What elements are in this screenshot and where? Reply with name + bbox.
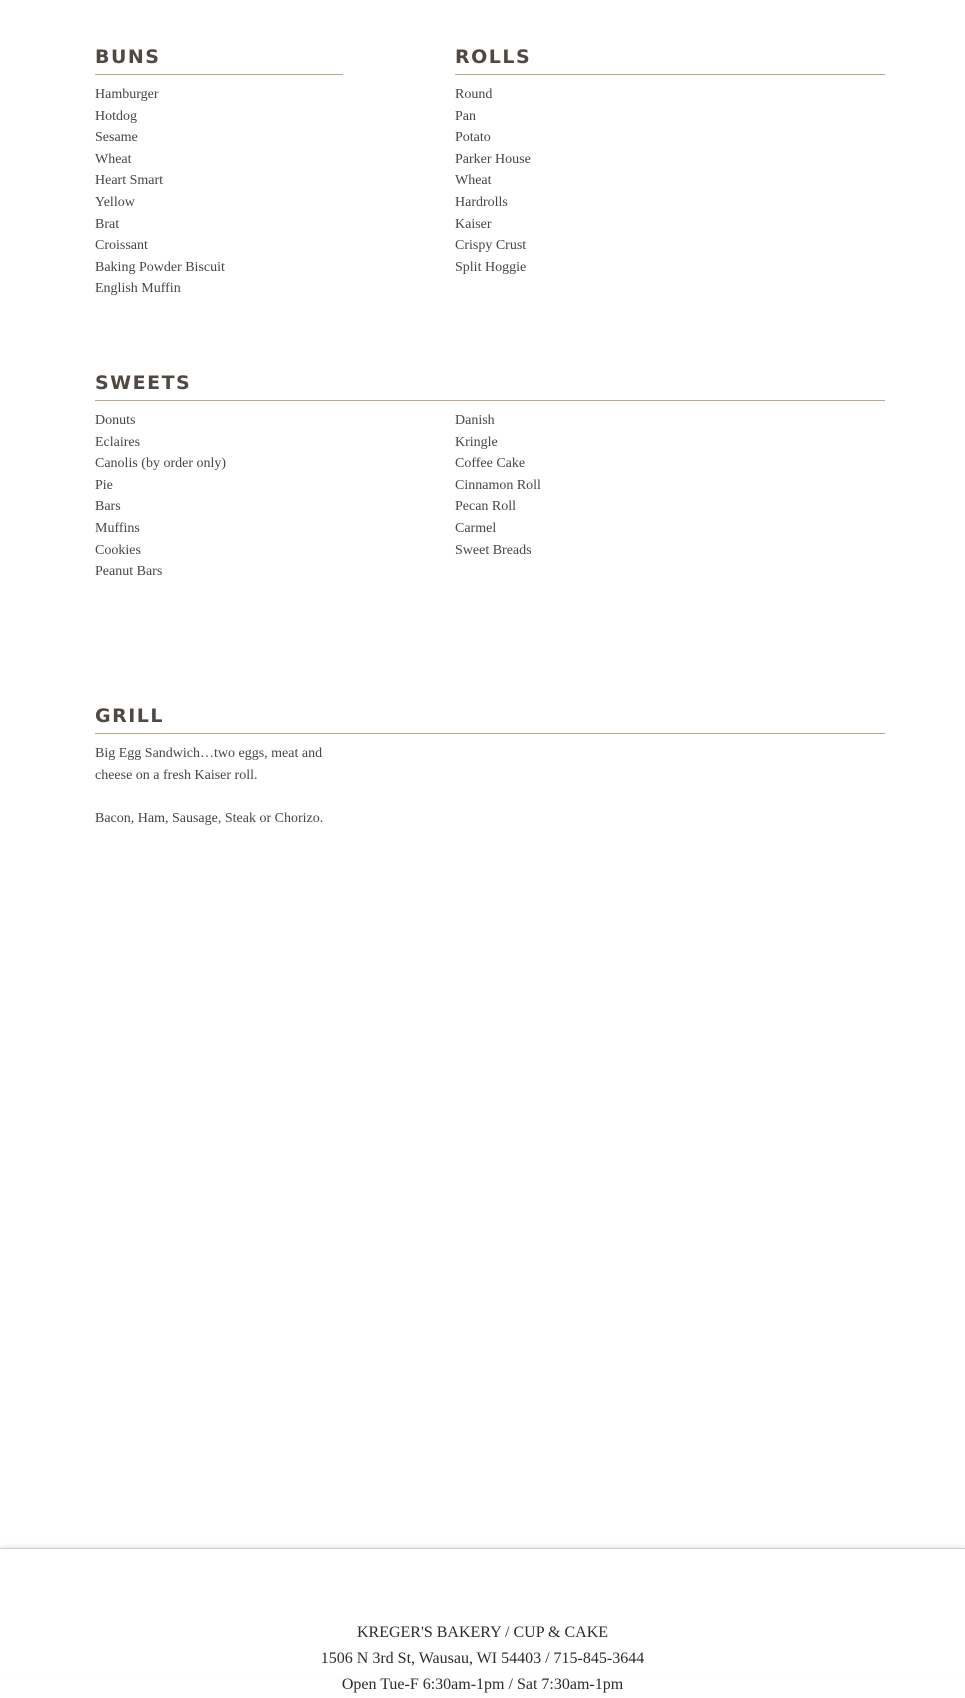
grill-options: Bacon, Ham, Sausage, Steak or Chorizo. [95,810,324,826]
sweet-item: Bars [95,499,121,515]
bun-item: English Muffin [95,281,181,297]
bun-item: Hotdog [95,108,137,124]
buns-list [95,84,343,300]
sweet-item: Pie [95,477,113,493]
rolls-list [455,84,885,278]
grill-description-line-1: Big Egg Sandwich…two eggs, meat and [95,746,323,761]
bun-item: Heart Smart [95,173,164,189]
sweet-item: Danish [455,413,495,428]
bun-item: Wheat [95,151,132,167]
roll-item: Split Hoggie [455,259,527,275]
sweet-item: Muffins [95,520,140,536]
roll-item: Parker House [455,151,531,167]
grill-spacer [95,786,885,808]
footer-business-name: KREGER'S BAKERY / CUP & CAKE [356,1624,609,1641]
sweets-right-list [455,410,541,561]
roll-item: Round [455,87,493,102]
bun-item: Croissant [95,238,148,254]
sweets-heading: SWEETS [95,372,885,401]
grill-description-line-2: cheese on a fresh Kaiser roll. [95,767,258,783]
sweet-item: Donuts [95,413,136,428]
rolls-section [455,46,885,278]
sweet-item: Pecan Roll [455,499,517,515]
roll-item: Crispy Crust [455,238,527,254]
footer-hours: Open Tue-F 6:30am-1pm / Sat 7:30am-1pm [341,1676,624,1693]
roll-item: Potato [455,130,491,146]
grill-description [95,743,885,829]
bun-item: Yellow [95,194,135,210]
roll-item: Wheat [455,173,492,189]
sweet-item: Kringle [455,434,498,450]
bun-item: Brat [95,216,120,232]
roll-item: Kaiser [455,216,492,232]
buns-heading: BUNS [95,46,343,75]
sweet-item: Cinnamon Roll [455,477,541,493]
footer-address: 1506 N 3rd St, Wausau, WI 54403 / 715-845-3644 [320,1650,645,1667]
roll-item: Hardrolls [455,194,508,210]
rolls-heading: ROLLS [455,46,885,75]
sweet-item: Cookies [95,542,141,558]
bun-item: Sesame [95,130,138,146]
sweets-section [95,372,885,580]
bun-item: Baking Powder Biscuit [95,259,225,275]
sweet-item: Peanut Bars [95,564,163,580]
sweet-item: Eclaires [95,434,141,450]
sweets-left-list [95,410,226,583]
footer [0,1548,965,1693]
bun-item: Hamburger [95,87,159,102]
grill-heading: GRILL [95,705,885,734]
sweet-item: Canolis (by order only) [95,456,227,472]
grill-section [95,705,885,829]
sweet-item: Coffee Cake [455,456,526,472]
buns-section [95,46,343,300]
roll-item: Pan [455,108,476,124]
sweet-item: Sweet Breads [455,542,532,558]
sweet-item: Carmel [455,520,497,536]
